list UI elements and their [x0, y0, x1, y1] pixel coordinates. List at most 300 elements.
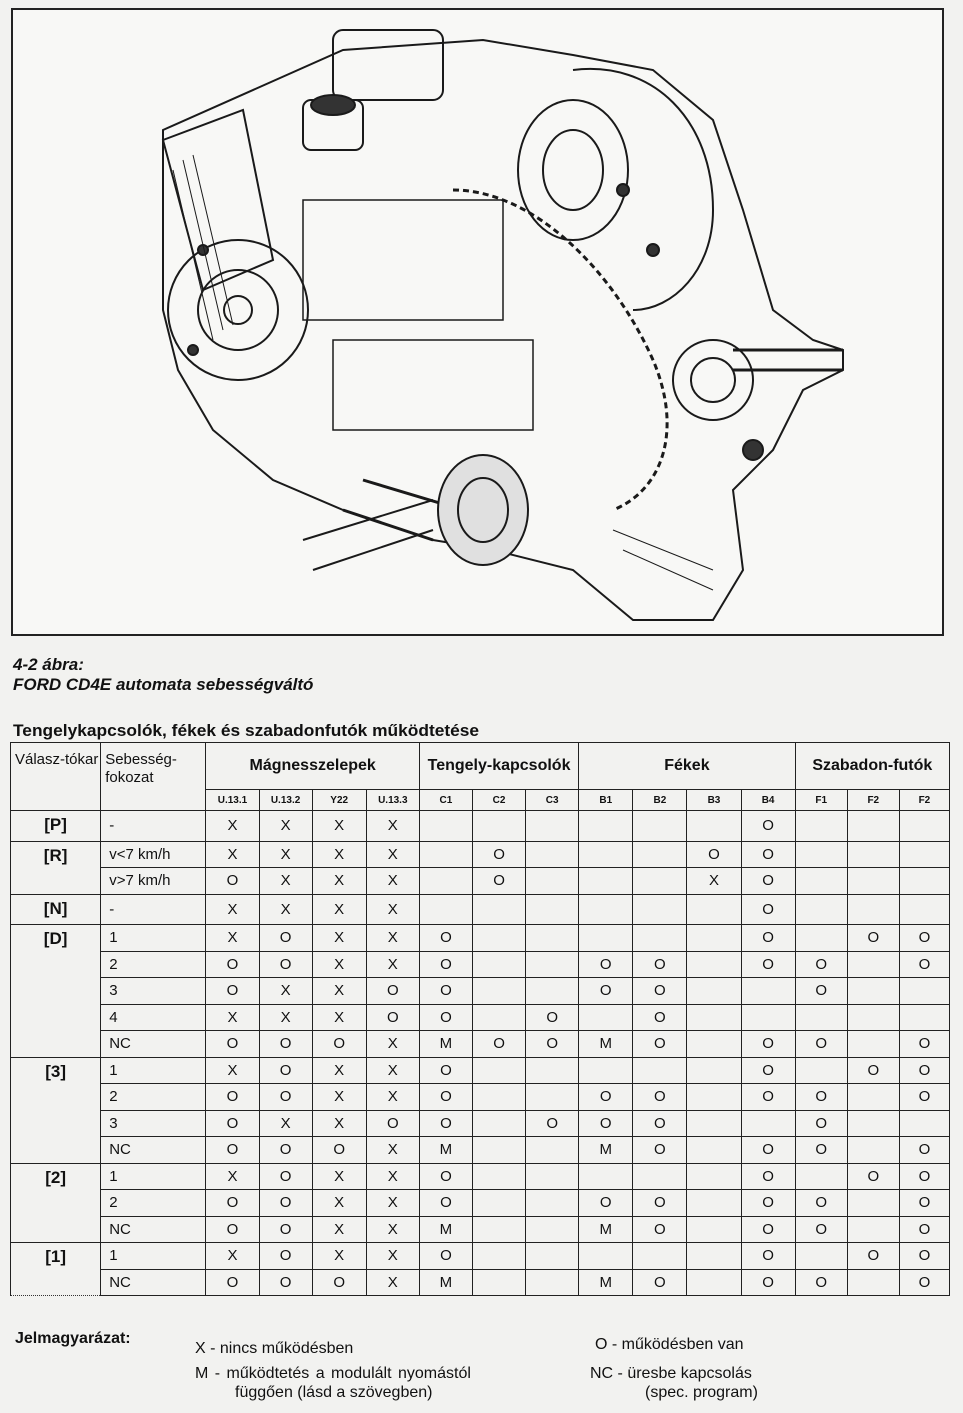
table-row: [11, 841, 950, 868]
status-cell: [847, 1216, 899, 1243]
status-cell: O: [259, 1163, 312, 1190]
status-cell: O: [366, 1110, 419, 1137]
status-cell: O: [259, 1269, 312, 1296]
status-cell: [687, 894, 741, 925]
status-cell: O: [259, 1031, 312, 1058]
status-cell: [472, 1084, 525, 1111]
status-cell: [472, 1163, 525, 1190]
gear-cell: 2: [101, 951, 206, 978]
status-cell: O: [259, 951, 312, 978]
status-cell: [847, 894, 899, 925]
status-cell: O: [741, 1216, 795, 1243]
status-cell: O: [206, 951, 259, 978]
status-cell: X: [366, 1216, 419, 1243]
status-cell: O: [741, 811, 795, 842]
status-cell: X: [259, 978, 312, 1005]
gear-cell: NC: [101, 1137, 206, 1164]
status-cell: X: [312, 1057, 366, 1084]
status-cell: [687, 925, 741, 952]
status-cell: [579, 1004, 633, 1031]
table-row: [11, 1031, 950, 1058]
selector-cell: [R]: [11, 841, 101, 894]
status-cell: O: [419, 1110, 472, 1137]
gear-cell: v>7 km/h: [101, 868, 206, 895]
status-cell: [687, 1190, 741, 1217]
status-cell: [899, 868, 949, 895]
status-cell: O: [579, 978, 633, 1005]
gear-cell: v<7 km/h: [101, 841, 206, 868]
status-cell: M: [579, 1137, 633, 1164]
gear-cell: 1: [101, 925, 206, 952]
sub-header-1: U.13.2: [259, 790, 312, 811]
status-cell: [472, 925, 525, 952]
status-cell: O: [899, 1216, 949, 1243]
status-cell: X: [366, 894, 419, 925]
status-cell: [687, 1269, 741, 1296]
status-cell: X: [206, 1004, 259, 1031]
status-cell: O: [472, 1031, 525, 1058]
status-cell: O: [526, 1004, 579, 1031]
status-cell: [687, 811, 741, 842]
status-cell: X: [206, 1243, 259, 1270]
status-cell: X: [366, 925, 419, 952]
status-cell: X: [366, 1190, 419, 1217]
status-cell: [741, 978, 795, 1005]
status-cell: [472, 1004, 525, 1031]
status-cell: M: [419, 1137, 472, 1164]
status-cell: [687, 1216, 741, 1243]
status-cell: [579, 894, 633, 925]
status-cell: O: [847, 1163, 899, 1190]
status-cell: [795, 1057, 847, 1084]
status-cell: [687, 978, 741, 1005]
status-cell: [847, 1084, 899, 1111]
status-cell: [472, 1110, 525, 1137]
sub-header-13: F2: [899, 790, 949, 811]
status-cell: O: [579, 1110, 633, 1137]
status-cell: O: [312, 1269, 366, 1296]
status-cell: [579, 925, 633, 952]
status-cell: X: [259, 894, 312, 925]
status-cell: O: [795, 1269, 847, 1296]
status-cell: [472, 1057, 525, 1084]
status-cell: [633, 894, 687, 925]
status-cell: O: [633, 1269, 687, 1296]
status-cell: X: [206, 894, 259, 925]
status-cell: O: [795, 1216, 847, 1243]
status-cell: O: [741, 1031, 795, 1058]
status-cell: [526, 978, 579, 1005]
status-cell: O: [472, 841, 525, 868]
status-cell: M: [579, 1269, 633, 1296]
status-cell: O: [206, 868, 259, 895]
table-row: [11, 1163, 950, 1190]
status-cell: O: [795, 1110, 847, 1137]
status-cell: X: [366, 811, 419, 842]
status-cell: O: [741, 841, 795, 868]
sub-header-4: C1: [419, 790, 472, 811]
status-cell: M: [419, 1216, 472, 1243]
status-cell: [526, 1269, 579, 1296]
table-row: [11, 1190, 950, 1217]
status-cell: M: [579, 1216, 633, 1243]
table-row: [11, 978, 950, 1005]
status-cell: O: [633, 951, 687, 978]
status-cell: O: [899, 1190, 949, 1217]
status-cell: O: [419, 1163, 472, 1190]
status-cell: [847, 951, 899, 978]
figure-number: 4-2 ábra:: [13, 655, 84, 674]
status-cell: O: [259, 925, 312, 952]
status-cell: [472, 894, 525, 925]
status-cell: [899, 978, 949, 1005]
status-cell: [472, 811, 525, 842]
status-cell: [526, 1216, 579, 1243]
gear-cell: 1: [101, 1057, 206, 1084]
table-body: [11, 811, 950, 1296]
header-clutches: Tengely-kapcsolók: [419, 743, 578, 790]
status-cell: [579, 841, 633, 868]
status-cell: O: [795, 1084, 847, 1111]
status-cell: [687, 1137, 741, 1164]
gear-cell: -: [101, 894, 206, 925]
status-cell: O: [633, 1031, 687, 1058]
status-cell: X: [366, 1243, 419, 1270]
status-cell: [847, 811, 899, 842]
status-cell: X: [366, 1137, 419, 1164]
selector-cell: [D]: [11, 925, 101, 1058]
status-cell: [687, 1031, 741, 1058]
table-row: [11, 1084, 950, 1111]
table-title: Tengelykapcsolók, fékek és szabadonfutók működtetése: [13, 721, 480, 740]
status-cell: X: [312, 1004, 366, 1031]
status-cell: [795, 868, 847, 895]
status-cell: X: [312, 1243, 366, 1270]
figure-title: FORD CD4E automata sebességváltó: [13, 675, 314, 694]
status-cell: O: [741, 1190, 795, 1217]
status-cell: O: [419, 1084, 472, 1111]
status-cell: [687, 1163, 741, 1190]
status-cell: [741, 1004, 795, 1031]
header-solenoids: Mágnesszelepek: [206, 743, 419, 790]
status-cell: O: [419, 1004, 472, 1031]
status-cell: X: [312, 894, 366, 925]
status-cell: O: [687, 841, 741, 868]
status-cell: [526, 1137, 579, 1164]
status-cell: X: [206, 925, 259, 952]
status-cell: [633, 1163, 687, 1190]
status-cell: X: [312, 978, 366, 1005]
status-cell: O: [633, 1084, 687, 1111]
status-cell: X: [312, 1216, 366, 1243]
status-cell: O: [526, 1031, 579, 1058]
status-cell: X: [366, 1163, 419, 1190]
status-cell: [687, 1110, 741, 1137]
status-cell: X: [312, 868, 366, 895]
header-brakes: Fékek: [579, 743, 795, 790]
status-cell: X: [312, 925, 366, 952]
status-cell: [419, 811, 472, 842]
status-cell: O: [259, 1084, 312, 1111]
table-row: [11, 925, 950, 952]
status-cell: [526, 841, 579, 868]
status-cell: X: [259, 868, 312, 895]
status-cell: [847, 978, 899, 1005]
status-cell: O: [741, 1137, 795, 1164]
sub-header-9: B3: [687, 790, 741, 811]
sub-header-5: C2: [472, 790, 525, 811]
table-row: [11, 1269, 950, 1296]
status-cell: M: [419, 1031, 472, 1058]
status-cell: O: [206, 1190, 259, 1217]
status-cell: O: [206, 1084, 259, 1111]
status-cell: [687, 1084, 741, 1111]
status-cell: O: [741, 1084, 795, 1111]
status-cell: O: [899, 1163, 949, 1190]
gear-cell: 1: [101, 1243, 206, 1270]
status-cell: M: [419, 1269, 472, 1296]
status-cell: [526, 894, 579, 925]
status-cell: O: [259, 1243, 312, 1270]
status-cell: [847, 1269, 899, 1296]
sub-header-6: C3: [526, 790, 579, 811]
header-gear: Sebesség-fokozat: [101, 743, 206, 811]
status-cell: O: [795, 951, 847, 978]
legend-nc-line2: (spec. program): [645, 1384, 758, 1401]
status-cell: [526, 951, 579, 978]
status-cell: [472, 1216, 525, 1243]
status-cell: [526, 811, 579, 842]
status-cell: [633, 841, 687, 868]
status-cell: O: [899, 1031, 949, 1058]
status-cell: O: [899, 1057, 949, 1084]
table-row: [11, 951, 950, 978]
status-cell: [795, 811, 847, 842]
status-cell: O: [259, 1216, 312, 1243]
table-row: [11, 1004, 950, 1031]
status-cell: O: [847, 925, 899, 952]
status-cell: [526, 1190, 579, 1217]
status-cell: O: [312, 1031, 366, 1058]
status-cell: X: [312, 841, 366, 868]
status-cell: O: [741, 951, 795, 978]
status-cell: [687, 1057, 741, 1084]
status-cell: [526, 868, 579, 895]
status-cell: O: [419, 1190, 472, 1217]
gear-cell: 1: [101, 1163, 206, 1190]
status-cell: [472, 1243, 525, 1270]
status-cell: X: [259, 811, 312, 842]
status-cell: [899, 894, 949, 925]
sub-header-2: Y22: [312, 790, 366, 811]
status-cell: X: [366, 1084, 419, 1111]
status-cell: O: [206, 1031, 259, 1058]
selector-cell: [N]: [11, 894, 101, 925]
status-cell: [633, 925, 687, 952]
status-cell: O: [419, 951, 472, 978]
transmission-illustration-frame: [11, 8, 944, 636]
header-freewheels: Szabadon-futók: [795, 743, 949, 790]
sub-header-12: F2: [847, 790, 899, 811]
status-cell: O: [741, 1269, 795, 1296]
legend-m-line2: függően (lásd a szövegben): [235, 1384, 433, 1401]
status-cell: X: [366, 1057, 419, 1084]
status-cell: O: [741, 868, 795, 895]
status-cell: X: [312, 1110, 366, 1137]
status-cell: O: [206, 1137, 259, 1164]
table-row: [11, 1216, 950, 1243]
gear-cell: 2: [101, 1190, 206, 1217]
status-cell: M: [579, 1031, 633, 1058]
status-cell: O: [795, 1031, 847, 1058]
status-cell: [633, 868, 687, 895]
status-cell: [579, 1243, 633, 1270]
status-cell: [847, 1137, 899, 1164]
status-cell: [579, 1057, 633, 1084]
status-cell: O: [741, 925, 795, 952]
figure-caption: [13, 655, 313, 695]
status-cell: [526, 1084, 579, 1111]
status-cell: [847, 1190, 899, 1217]
status-cell: O: [795, 1137, 847, 1164]
status-cell: X: [206, 1163, 259, 1190]
status-cell: X: [259, 841, 312, 868]
status-cell: [899, 1004, 949, 1031]
status-cell: O: [633, 1190, 687, 1217]
gear-cell: -: [101, 811, 206, 842]
status-cell: O: [526, 1110, 579, 1137]
status-cell: O: [741, 894, 795, 925]
table-row: [11, 1243, 950, 1270]
sub-header-10: B4: [741, 790, 795, 811]
table-row: [11, 811, 950, 842]
status-cell: O: [259, 1137, 312, 1164]
status-cell: O: [259, 1190, 312, 1217]
sub-header-0: U.13.1: [206, 790, 259, 811]
status-cell: X: [312, 811, 366, 842]
status-cell: [419, 841, 472, 868]
status-cell: [847, 1110, 899, 1137]
status-cell: [795, 841, 847, 868]
selector-cell: [1]: [11, 1243, 101, 1296]
status-cell: [472, 978, 525, 1005]
status-cell: [472, 951, 525, 978]
status-cell: X: [366, 1031, 419, 1058]
gear-cell: 3: [101, 978, 206, 1005]
status-cell: O: [633, 978, 687, 1005]
selector-cell: [P]: [11, 811, 101, 842]
status-cell: O: [847, 1243, 899, 1270]
status-cell: [795, 925, 847, 952]
status-cell: [579, 868, 633, 895]
status-cell: [419, 868, 472, 895]
status-cell: O: [899, 1243, 949, 1270]
operation-table: [10, 742, 950, 1296]
status-cell: O: [579, 951, 633, 978]
status-cell: [526, 1243, 579, 1270]
status-cell: O: [899, 1137, 949, 1164]
status-cell: O: [366, 1004, 419, 1031]
status-cell: [472, 1137, 525, 1164]
status-cell: O: [579, 1190, 633, 1217]
legend-x: X - nincs működésben: [195, 1340, 354, 1357]
status-cell: O: [419, 1243, 472, 1270]
selector-cell: [2]: [11, 1163, 101, 1243]
status-cell: [687, 951, 741, 978]
status-cell: X: [206, 811, 259, 842]
gear-cell: 4: [101, 1004, 206, 1031]
status-cell: O: [795, 1190, 847, 1217]
status-cell: [472, 1190, 525, 1217]
status-cell: X: [312, 1163, 366, 1190]
status-cell: X: [366, 868, 419, 895]
status-cell: O: [419, 925, 472, 952]
status-cell: X: [259, 1110, 312, 1137]
status-cell: X: [366, 1269, 419, 1296]
status-cell: X: [312, 1190, 366, 1217]
status-cell: X: [206, 1057, 259, 1084]
sub-header-11: F1: [795, 790, 847, 811]
status-cell: O: [741, 1163, 795, 1190]
status-cell: O: [366, 978, 419, 1005]
status-cell: O: [419, 978, 472, 1005]
status-cell: [847, 841, 899, 868]
status-cell: [526, 1057, 579, 1084]
transmission-cutaway-illustration: [13, 10, 942, 634]
status-cell: O: [899, 1269, 949, 1296]
status-cell: X: [259, 1004, 312, 1031]
status-cell: [899, 1110, 949, 1137]
status-cell: [847, 1004, 899, 1031]
status-cell: [899, 811, 949, 842]
status-cell: [847, 1031, 899, 1058]
selector-cell: [3]: [11, 1057, 101, 1163]
status-cell: [687, 1243, 741, 1270]
status-cell: O: [633, 1137, 687, 1164]
status-cell: X: [206, 841, 259, 868]
table-row: [11, 1057, 950, 1084]
sub-header-8: B2: [633, 790, 687, 811]
gear-cell: 3: [101, 1110, 206, 1137]
status-cell: O: [899, 1084, 949, 1111]
gear-cell: 2: [101, 1084, 206, 1111]
status-cell: X: [687, 868, 741, 895]
status-cell: X: [366, 951, 419, 978]
status-cell: O: [847, 1057, 899, 1084]
status-cell: O: [259, 1057, 312, 1084]
status-cell: O: [899, 951, 949, 978]
status-cell: [526, 1163, 579, 1190]
legend-nc-line1: NC - üresbe kapcsolás: [590, 1365, 752, 1382]
status-cell: O: [206, 1216, 259, 1243]
status-cell: O: [206, 978, 259, 1005]
status-cell: O: [899, 925, 949, 952]
status-cell: [899, 841, 949, 868]
status-cell: O: [579, 1084, 633, 1111]
status-cell: [526, 925, 579, 952]
status-cell: O: [633, 1004, 687, 1031]
status-cell: O: [206, 1269, 259, 1296]
status-cell: [687, 1004, 741, 1031]
status-cell: [741, 1110, 795, 1137]
sub-header-3: U.13.3: [366, 790, 419, 811]
status-cell: O: [419, 1057, 472, 1084]
status-cell: O: [741, 1243, 795, 1270]
status-cell: [579, 1163, 633, 1190]
table-row: [11, 868, 950, 895]
legend-title: Jelmagyarázat:: [15, 1330, 131, 1347]
sub-header-7: B1: [579, 790, 633, 811]
